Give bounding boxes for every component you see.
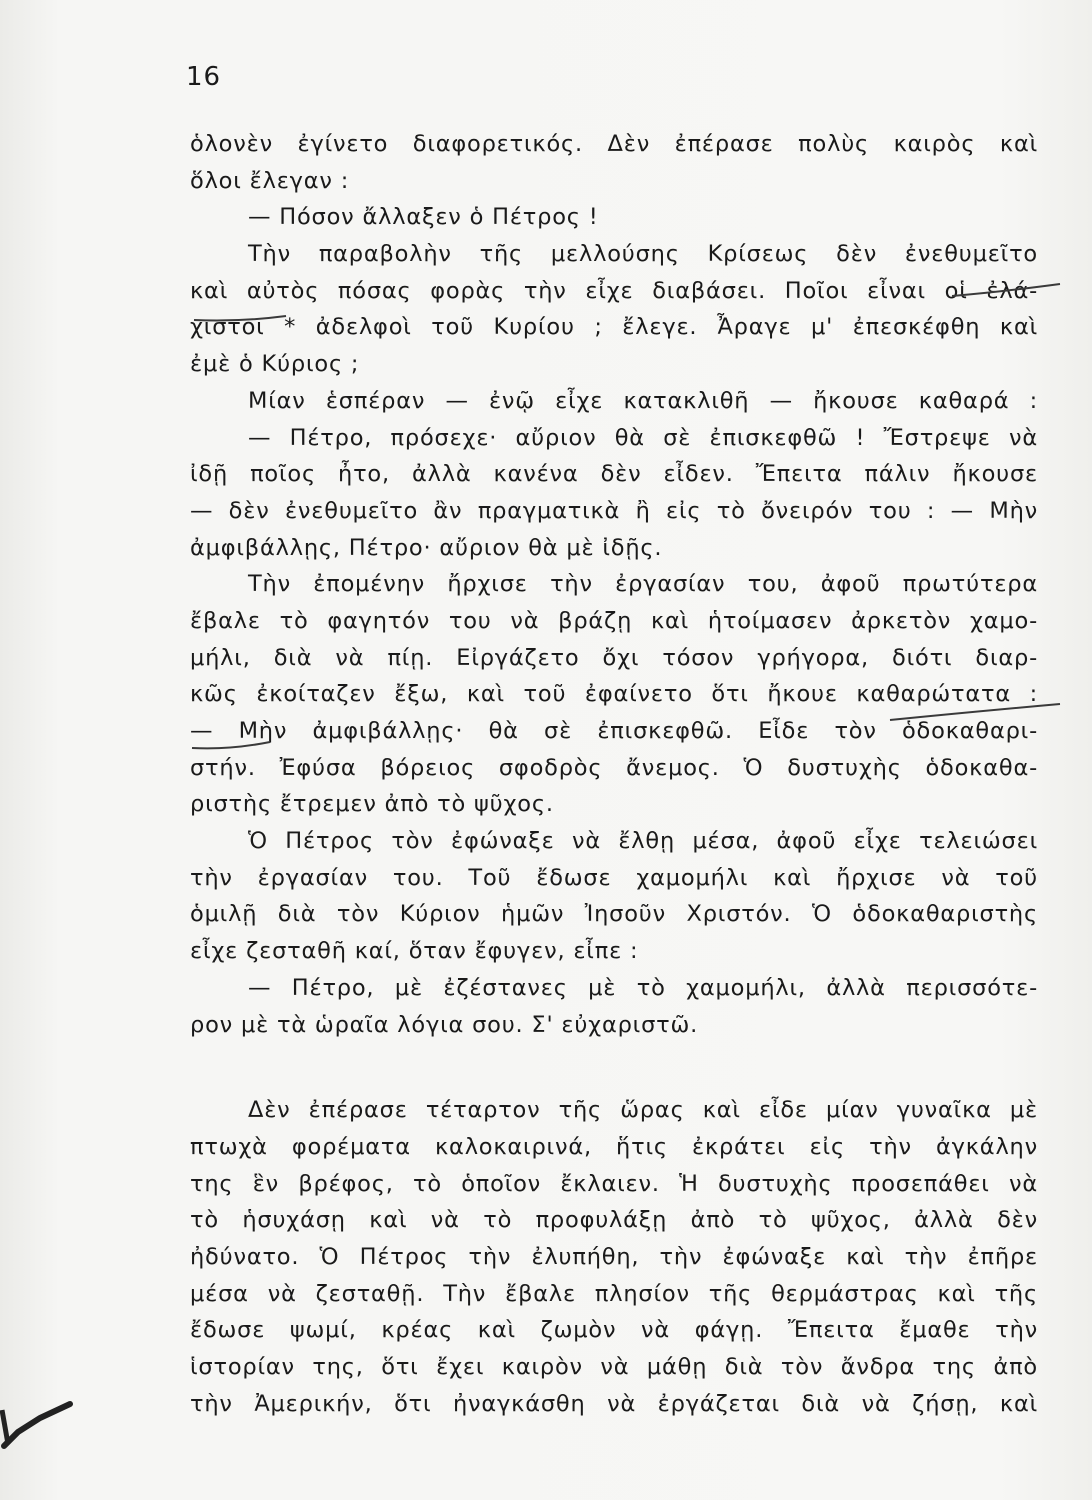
text-line: — δὲν ἐνεθυμεῖτο ἂν πραγματικὰ ἢ εἰς τὸ ὄνειρόν του : — Μὴν <box>190 497 1038 524</box>
text-line: ρον μὲ τὰ ὡραῖα λόγια σου. Σ' εὐχαριστῶ. <box>190 1011 699 1038</box>
text-line: ὅλοι ἔλεγαν : <box>190 167 350 194</box>
text-line: καὶ αὐτὸς πόσας φορὰς τὴν εἶχε διαβάσει. Ποῖοι εἶναι οἱ ἐλά- <box>190 277 1038 304</box>
text-line: — Πέτρο, μὲ ἐζέστανες μὲ τὸ χαμομήλι, ἀλλὰ περισσότε- <box>248 974 1038 1001</box>
text-line: ἔβαλε τὸ φαγητόν του νὰ βράζῃ καὶ ἡτοίμασεν ἀρκετὸν χαμο- <box>190 607 1038 634</box>
text-line: κῶς ἐκοίταζεν ἔξω, καὶ τοῦ ἐφαίνετο ὅτι ἤκουε καθαρώτατα : <box>190 681 1038 708</box>
paragraph-gap <box>190 1043 1038 1092</box>
text-line: ριστὴς ἔτρεμεν ἀπὸ τὸ ψῦχος. <box>190 791 554 818</box>
text-line: ὁμιλῇ διὰ τὸν Κύριον ἡμῶν Ἰησοῦν Χριστόν. Ὁ ὁδοκαθαριστὴς <box>190 901 1038 928</box>
text-line: — Πόσον ἄλλαξεν ὁ Πέτρος ! <box>248 204 599 231</box>
text-line: ἔδωσε ψωμί, κρέας καὶ ζωμὸν νὰ φάγῃ. Ἔπειτα ἔμαθε τὴν <box>190 1317 1038 1344</box>
text-line: τὴν Ἀμερικήν, ὅτι ἠναγκάσθη νὰ ἐργάζεται διὰ νὰ ζήσῃ, καὶ <box>190 1390 1038 1417</box>
text-line: — Μὴν ἀμφιβάλλῃς· θὰ σὲ ἐπισκεφθῶ. Εἶδε τὸν ὁδοκαθαρι- <box>190 718 1038 744</box>
text-line: ἰδῇ ποῖος ἦτο, ἀλλὰ κανένα δὲν εἶδεν. Ἔπειτα πάλιν ἤκουσε <box>190 461 1038 488</box>
text-line: της ἓν βρέφος, τὸ ὁποῖον ἔκλαιεν. Ἡ δυστυχὴς προσεπάθει νὰ <box>190 1170 1038 1197</box>
text-line: ἀμφιβάλλῃς, Πέτρο· αὔριον θὰ μὲ ἰδῇς. <box>190 534 663 561</box>
text-line: Ὁ Πέτρος τὸν ἐφώναξε νὰ ἔλθῃ μέσα, ἀφοῦ εἶχε τελειώσει <box>248 828 1038 855</box>
text-line: Δὲν ἐπέρασε τέταρτον τῆς ὥρας καὶ εἶδε μίαν γυναῖκα μὲ <box>248 1097 1038 1124</box>
text-line: εἶχε ζεσταθῆ καί, ὅταν ἔφυγεν, εἶπε : <box>190 938 639 965</box>
text-line: τὴν ἐργασίαν του. Τοῦ ἔδωσε χαμομήλι καὶ ἤρχισε νὰ τοῦ <box>190 864 1038 891</box>
body-text <box>190 126 1038 1422</box>
text-line: ὁλονὲν ἐγίνετο διαφορετικός. Δὲν ἐπέρασε πολὺς καιρὸς καὶ <box>190 131 1038 157</box>
text-line: Τὴν παραβολὴν τῆς μελλούσης Κρίσεως δὲν ἐνεθυμεῖτο <box>248 241 1038 268</box>
text-line: χιστοι * ἀδελφοὶ τοῦ Κυρίου ; ἔλεγε. Ἆραγε μ' ἐπεσκέφθη καὶ <box>190 314 1038 341</box>
text-line: — Πέτρο, πρόσεχε· αὔριον θὰ σὲ ἐπισκεφθῶ ! Ἔστρεψε νὰ <box>248 424 1038 451</box>
text-line: ἐμὲ ὁ Κύριος ; <box>190 351 360 378</box>
text-line: τὸ ἡσυχάσῃ καὶ νὰ τὸ προφυλάξῃ ἀπὸ τὸ ψῦχος, ἀλλὰ δὲν <box>190 1207 1038 1234</box>
text-line: Τὴν ἐπομένην ἤρχισε τὴν ἐργασίαν του, ἀφοῦ πρωτύτερα <box>248 571 1038 598</box>
text-line: μέσα νὰ ζεσταθῇ. Τὴν ἔβαλε πλησίον τῆς θερμάστρας καὶ τῆς <box>190 1280 1038 1307</box>
text-line: πτωχὰ φορέματα καλοκαιρινά, ἥτις ἐκράτει εἰς τὴν ἀγκάλην <box>190 1133 1038 1160</box>
text-line: ἠδύνατο. Ὁ Πέτρος τὴν ἐλυπήθη, τὴν ἐφώναξε καὶ τὴν ἐπῆρε <box>190 1243 1038 1270</box>
text-line: ἱστορίαν της, ὅτι ἔχει καιρὸν νὰ μάθῃ διὰ τὸν ἄνδρα της ἀπὸ <box>190 1354 1038 1380</box>
margin-ink-mark <box>0 1390 90 1450</box>
text-line: μήλι, διὰ νὰ πίῃ. Εἰργάζετο ὄχι τόσον γρήγορα, διότι διαρ- <box>190 644 1038 671</box>
text-line: στήν. Ἐφύσα βόρειος σφοδρὸς ἄνεμος. Ὁ δυστυχὴς ὁδοκαθα- <box>190 754 1038 781</box>
page-number: 16 <box>186 62 222 92</box>
text-line: Μίαν ἑσπέραν — ἐνῷ εἶχε κατακλιθῆ — ἤκουσε καθαρά : <box>248 387 1038 414</box>
